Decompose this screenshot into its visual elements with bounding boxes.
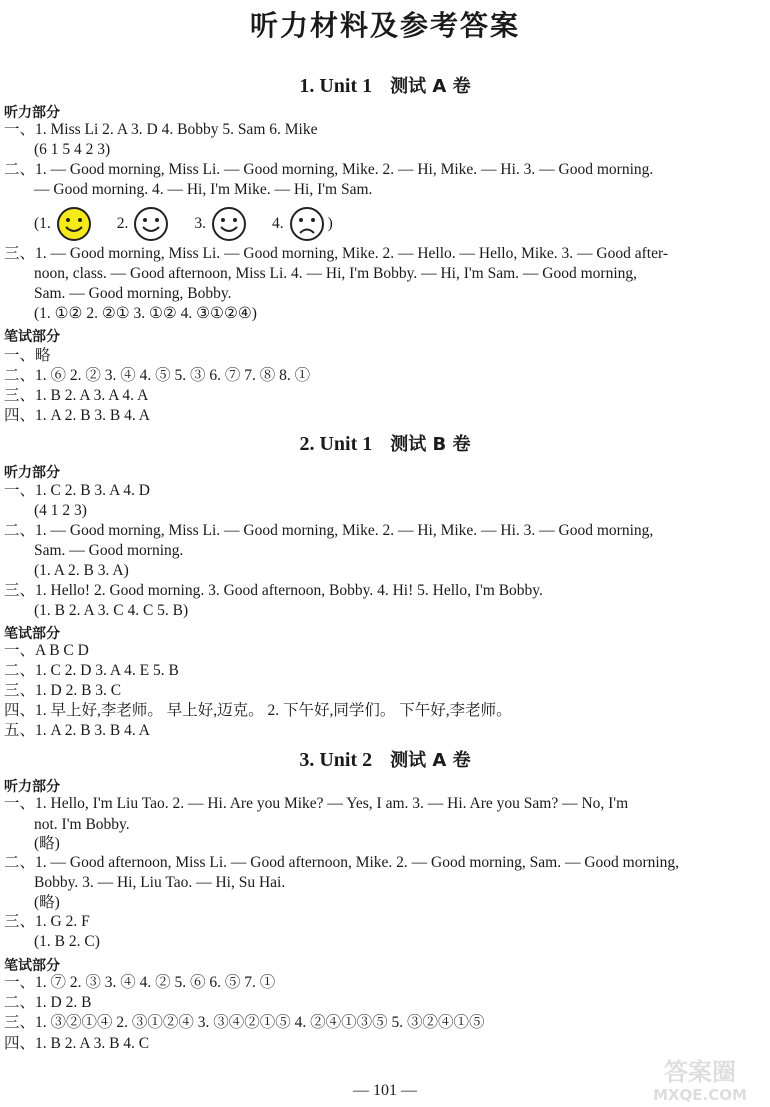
answer-line: 三、1. G 2. F: [4, 913, 90, 930]
unit-number: 1. Unit 1: [299, 75, 373, 97]
answer-line: 三、1. Hello! 2. Good morning. 3. Good afternoon, Bobby. 4. Hi! 5. Hello, I'm Bobby.: [4, 582, 543, 599]
answer-line: 一、1. Miss Li 2. A 3. D 4. Bobby 5. Sam 6. Mike: [4, 121, 318, 138]
answer-line: 一、1. ⑦ 2. ③ 3. ④ 4. ② 5. ⑥ 6. ⑤ 7. ①: [4, 974, 276, 991]
answer-line: 二、1. — Good morning, Miss Li. — Good morning, Mike. 2. — Hi, Mike. — Hi. 3. — Good morning.: [4, 161, 654, 178]
answer-line: (1. A 2. B 3. A): [34, 562, 129, 579]
watermark-bottom: MXQE.COM: [653, 1086, 747, 1104]
answer-line: 四、1. A 2. B 3. B 4. A: [4, 407, 150, 424]
page-number: — 101 —: [353, 1082, 417, 1099]
listening-section-label: 听力部分: [4, 465, 60, 481]
answer-line: 三、1. — Good morning, Miss Li. — Good morning, Mike. 2. — Hello. — Hello, Mike. 3. — Good after-: [4, 245, 668, 262]
answer-line: 五、1. A 2. B 3. B 4. A: [4, 722, 150, 739]
test-name: 测试 A 卷: [390, 750, 471, 771]
answer-line: (1. B 2. A 3. C 4. C 5. B): [34, 602, 189, 619]
listening-section-label: 听力部分: [4, 779, 60, 795]
written-section-label: 笔试部分: [4, 626, 60, 642]
answer-line: (略): [34, 894, 60, 911]
answer-line: (1. B 2. C): [34, 933, 100, 950]
answer-line: 一、略: [4, 347, 51, 364]
face-label: 2.: [116, 215, 129, 232]
watermark-top: 答案圈: [664, 1058, 736, 1086]
listening-section-label: 听力部分: [4, 105, 60, 121]
face-label: (1.: [34, 215, 51, 232]
smiley-face-icon: [55, 205, 93, 243]
answer-line: (4 1 2 3): [34, 502, 87, 519]
face-label-close: ): [327, 215, 333, 232]
page-title: 听力材料及参考答案: [249, 9, 520, 42]
answer-line: (1. ①② 2. ②① 3. ①② 4. ③①②④): [34, 305, 257, 322]
answer-line: 二、1. ⑥ 2. ② 3. ④ 4. ⑤ 5. ③ 6. ⑦ 7. ⑧ 8. ①: [4, 367, 311, 384]
watermark-logo: [636, 1054, 764, 1104]
answer-line: 二、1. D 2. B: [4, 994, 92, 1011]
face-label: 3.: [194, 215, 207, 232]
written-section-label: 笔试部分: [4, 958, 60, 974]
answer-line: (略): [34, 835, 60, 852]
unit2-test-a-heading: [0, 746, 770, 772]
answer-line: — Good morning. 4. — Hi, I'm Mike. — Hi, I'm Sam.: [34, 181, 373, 198]
answer-line: Sam. — Good morning.: [34, 542, 184, 559]
answer-line: Sam. — Good morning, Bobby.: [34, 285, 232, 302]
answer-line: 四、1. B 2. A 3. B 4. C: [4, 1035, 150, 1052]
answer-line: 二、1. — Good morning, Miss Li. — Good morning, Mike. 2. — Hi, Mike. — Hi. 3. — Good morning,: [4, 522, 654, 539]
smiley-face-icon: [132, 205, 170, 243]
unit-number: 3. Unit 2: [299, 749, 373, 771]
unit1-test-b-heading: [0, 430, 770, 456]
answer-line: Bobby. 3. — Hi, Liu Tao. — Hi, Su Hai.: [34, 874, 286, 891]
face-label: 4.: [272, 215, 284, 232]
written-section-label: 笔试部分: [4, 329, 60, 345]
unit1-test-a-heading: [0, 72, 770, 98]
answer-line: 二、1. C 2. D 3. A 4. E 5. B: [4, 662, 179, 679]
answer-line: 一、1. Hello, I'm Liu Tao. 2. — Hi. Are you Mike? — Yes, I am. 3. — Hi. Are you Sam? — No, I'm: [4, 795, 629, 812]
answer-line: (6 1 5 4 2 3): [34, 141, 111, 158]
face-answers: [34, 204, 333, 244]
unit-number: 2. Unit 1: [299, 433, 373, 455]
test-name: 测试 A 卷: [390, 76, 471, 97]
answer-line: 二、1. — Good afternoon, Miss Li. — Good afternoon, Mike. 2. — Good morning, Sam. — Good morning,: [4, 854, 680, 871]
smiley-face-icon: [210, 205, 248, 243]
sad-face-icon: [288, 205, 326, 243]
answer-line: 三、1. ③②①④ 2. ③①②④ 3. ③④②①⑤ 4. ②④①③⑤ 5. ③②④①⑤: [4, 1014, 485, 1031]
answer-line: 三、1. D 2. B 3. C: [4, 682, 122, 699]
answer-line: 一、1. C 2. B 3. A 4. D: [4, 482, 150, 499]
answer-line: 三、1. B 2. A 3. A 4. A: [4, 387, 149, 404]
test-name: 测试 B 卷: [390, 434, 471, 455]
answer-line: noon, class. — Good afternoon, Miss Li. 4. — Hi, I'm Bobby. — Hi, I'm Sam. — Good morning,: [34, 265, 638, 282]
answer-line: not. I'm Bobby.: [34, 816, 130, 833]
answer-line: 四、1. 早上好,李老师。 早上好,迈克。 2. 下午好,同学们。 下午好,李老师。: [4, 702, 512, 719]
answer-line: 一、A B C D: [4, 642, 89, 659]
